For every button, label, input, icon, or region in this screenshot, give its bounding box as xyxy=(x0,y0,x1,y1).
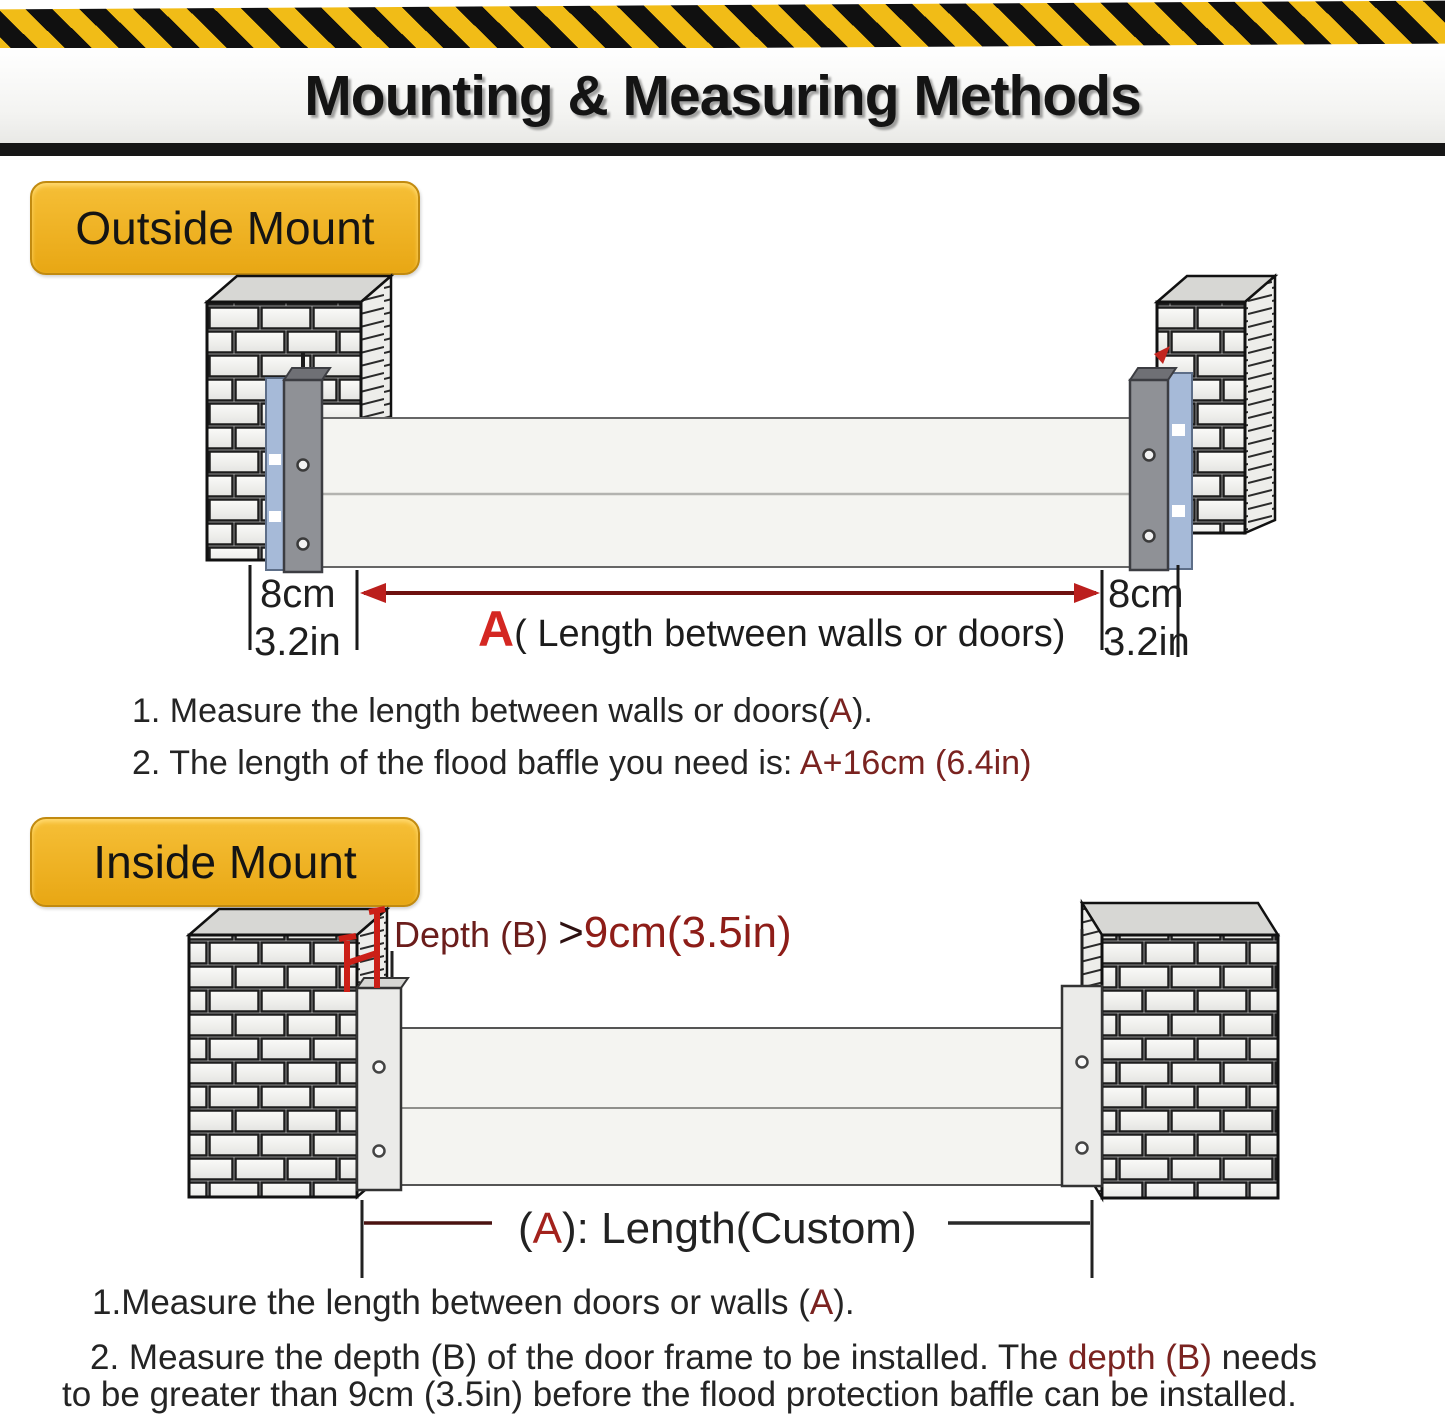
channel-screw xyxy=(1144,450,1155,461)
outside-step-2: 2. The length of the flood baffle you need is: A+16cm (6.4in) xyxy=(132,744,1032,782)
pillar-side-face xyxy=(1245,276,1275,533)
channel-screw xyxy=(1077,1057,1088,1068)
channel-screw xyxy=(1077,1143,1088,1154)
offset-right-cm-label: 8cm xyxy=(1108,572,1184,616)
pillar-top-face xyxy=(207,276,391,302)
offset-left-inch-label: 3.2in xyxy=(254,620,341,664)
page-title: Mounting & Measuring Methods xyxy=(304,63,1141,128)
pillar-front-face xyxy=(1102,935,1278,1198)
inside-mount-badge-label: Inside Mount xyxy=(93,836,357,888)
pillar-front-face xyxy=(189,935,357,1197)
channel-screw xyxy=(298,460,309,471)
mounting-channel-left xyxy=(284,352,330,572)
channel-screw xyxy=(374,1146,385,1157)
title-band xyxy=(0,48,1445,143)
inside-step-1: 1.Measure the length between doors or walls (A). xyxy=(92,1283,855,1322)
outside-mount-badge-label: Outside Mount xyxy=(75,202,375,254)
depth-b-label: Depth (B) >9cm(3.5in) xyxy=(394,908,792,957)
channel-screw xyxy=(298,539,309,550)
brick-pillar-right xyxy=(1082,903,1278,1198)
pillar-top-face xyxy=(189,909,387,935)
flood-barrier-panel xyxy=(401,1028,1062,1185)
mounting-channel-left xyxy=(357,951,408,1190)
flood-barrier-panel xyxy=(322,418,1132,567)
channel-screw xyxy=(1144,531,1155,542)
sealing-strip-left xyxy=(266,378,284,570)
outside-step-1: 1. Measure the length between walls or doors(A). xyxy=(132,692,873,730)
pillar-top-face xyxy=(1082,903,1278,935)
inside-step-2-continued: to be greater than 9cm (3.5in) before the flood protection baffle can be installed. xyxy=(62,1375,1297,1414)
inside-step-2: 2. Measure the depth (B) of the door frame to be installed. The depth (B) needs xyxy=(90,1338,1318,1377)
channel-screw xyxy=(374,1062,385,1073)
title-underline-bar xyxy=(0,143,1445,156)
length-a-label: A( Length between walls or doors) xyxy=(478,601,1066,657)
hazard-stripe-band xyxy=(0,1,1445,53)
length-a-marker: A xyxy=(478,601,515,657)
length-custom-label: (A): Length(Custom) xyxy=(518,1204,917,1253)
mounting-channel-right xyxy=(1130,368,1176,570)
offset-left-cm-label: 8cm xyxy=(260,572,336,616)
offset-right-inch-label: 3.2in xyxy=(1103,620,1190,664)
